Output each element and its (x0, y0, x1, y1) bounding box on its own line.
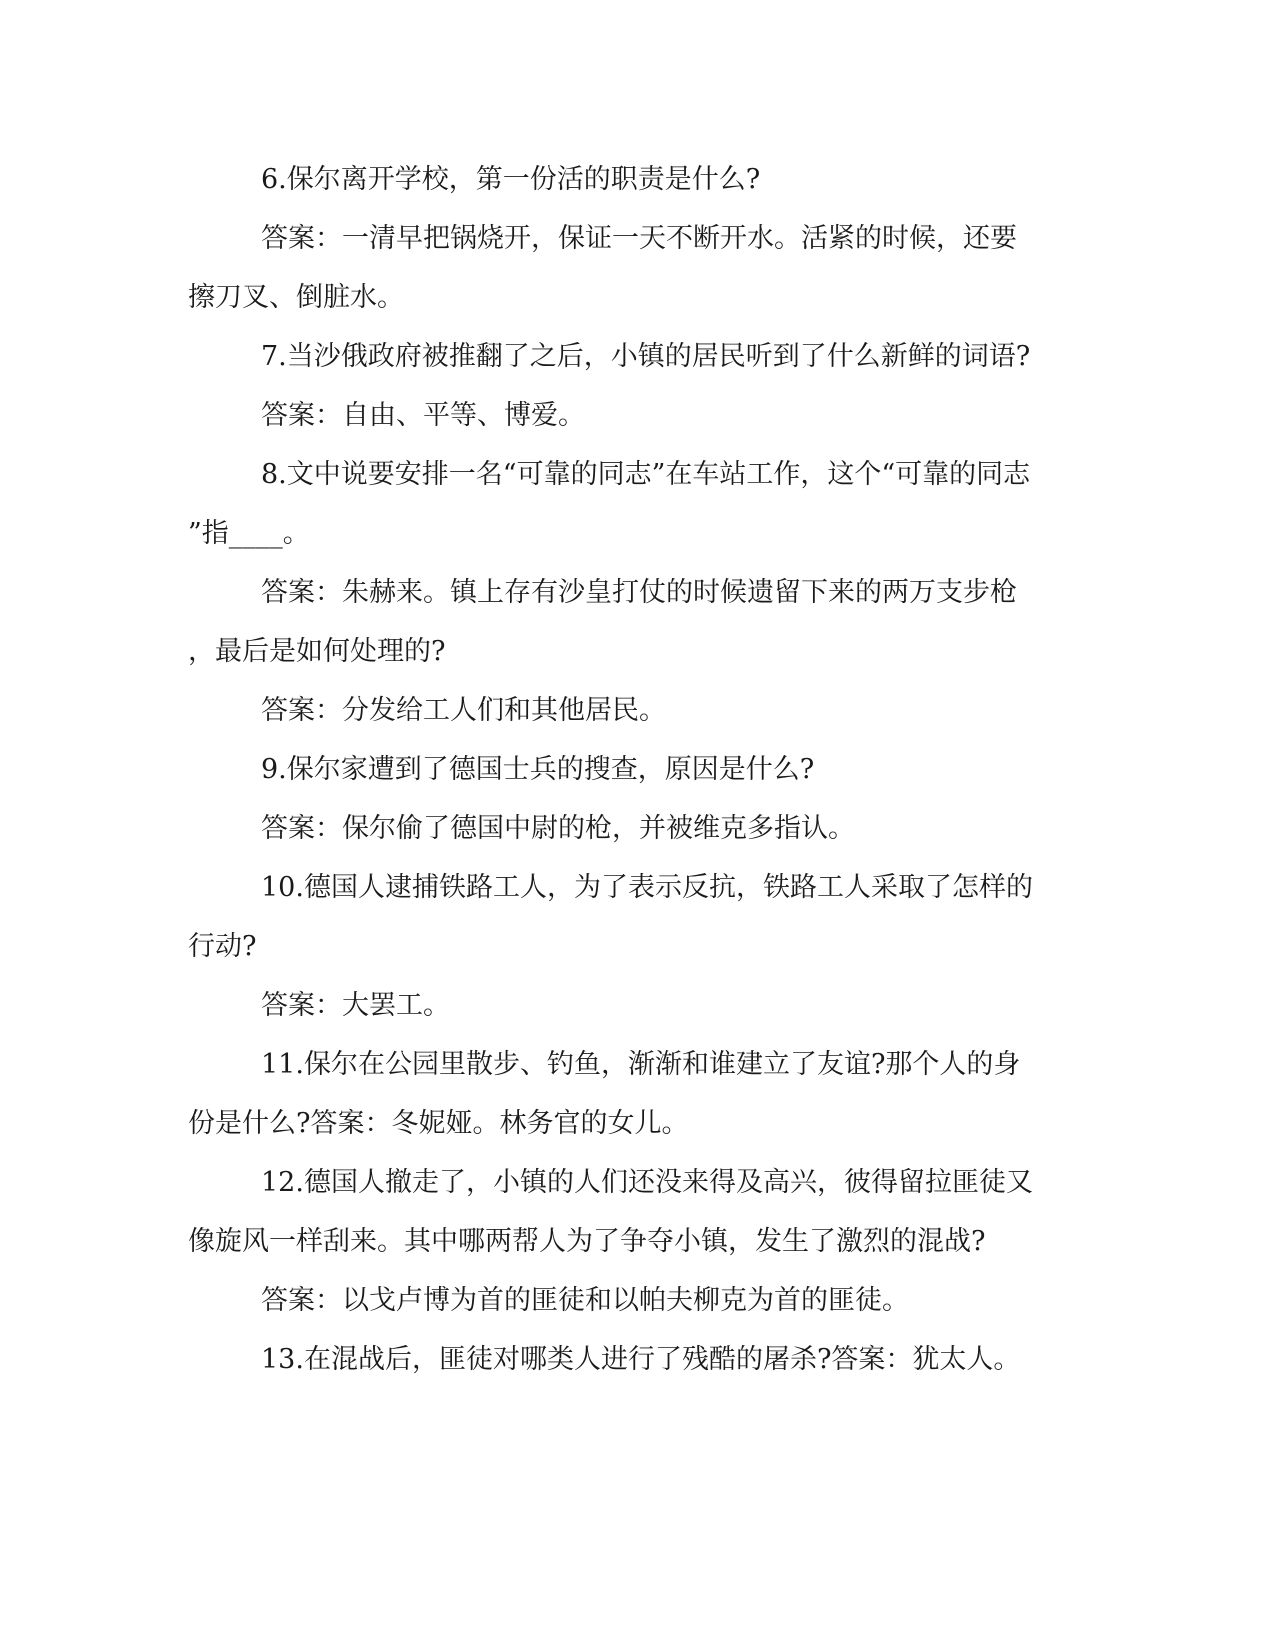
answer-12: 答案：以戈卢博为首的匪徒和以帕夫柳克为首的匪徒。 (261, 1285, 909, 1316)
question-13: 13.在混战后，匪徒对哪类人进行了残酷的屠杀?答案：犹太人。 (261, 1344, 1021, 1375)
answer-9: 答案：保尔偷了德国中尉的枪，并被维克多指认。 (261, 813, 855, 844)
question-10-line-1: 10.德国人逮捕铁路工人，为了表示反抗，铁路工人采取了怎样的 (261, 872, 1033, 903)
answer-7: 答案：自由、平等、博爱。 (261, 400, 585, 431)
answer-6-line-1: 答案：一清早把锅烧开，保证一天不断开水。活紧的时候，还要 (261, 223, 1017, 254)
question-8-line-2: ”指____。 (188, 518, 310, 549)
answer-10: 答案：大罢工。 (261, 990, 450, 1021)
question-8-line-1: 8.文中说要安排一名“可靠的同志”在车站工作，这个“可靠的同志 (261, 459, 1031, 490)
answer-8-line-1: 答案：朱赫来。镇上存有沙皇打仗的时候遗留下来的两万支步枪 (261, 577, 1017, 608)
question-9: 9.保尔家遭到了德国士兵的搜查，原因是什么? (261, 754, 815, 785)
question-12-line-2: 像旋风一样刮来。其中哪两帮人为了争夺小镇，发生了激烈的混战? (188, 1226, 986, 1257)
question-11-line-2: 份是什么?答案：冬妮娅。林务官的女儿。 (188, 1108, 689, 1139)
question-6: 6.保尔离开学校，第一份活的职责是什么? (261, 164, 761, 195)
question-10-line-2: 行动? (188, 931, 257, 962)
answer-8-line-3: 答案：分发给工人们和其他居民。 (261, 695, 666, 726)
answer-6-line-2: 擦刀叉、倒脏水。 (188, 282, 404, 313)
question-11-line-1: 11.保尔在公园里散步、钓鱼，渐渐和谁建立了友谊?那个人的身 (261, 1049, 1021, 1080)
question-7: 7.当沙俄政府被推翻了之后，小镇的居民听到了什么新鲜的词语? (261, 341, 1031, 372)
answer-8-line-2: ，最后是如何处理的? (188, 636, 446, 667)
question-12-line-1: 12.德国人撤走了，小镇的人们还没来得及高兴，彼得留拉匪徒又 (261, 1167, 1033, 1198)
